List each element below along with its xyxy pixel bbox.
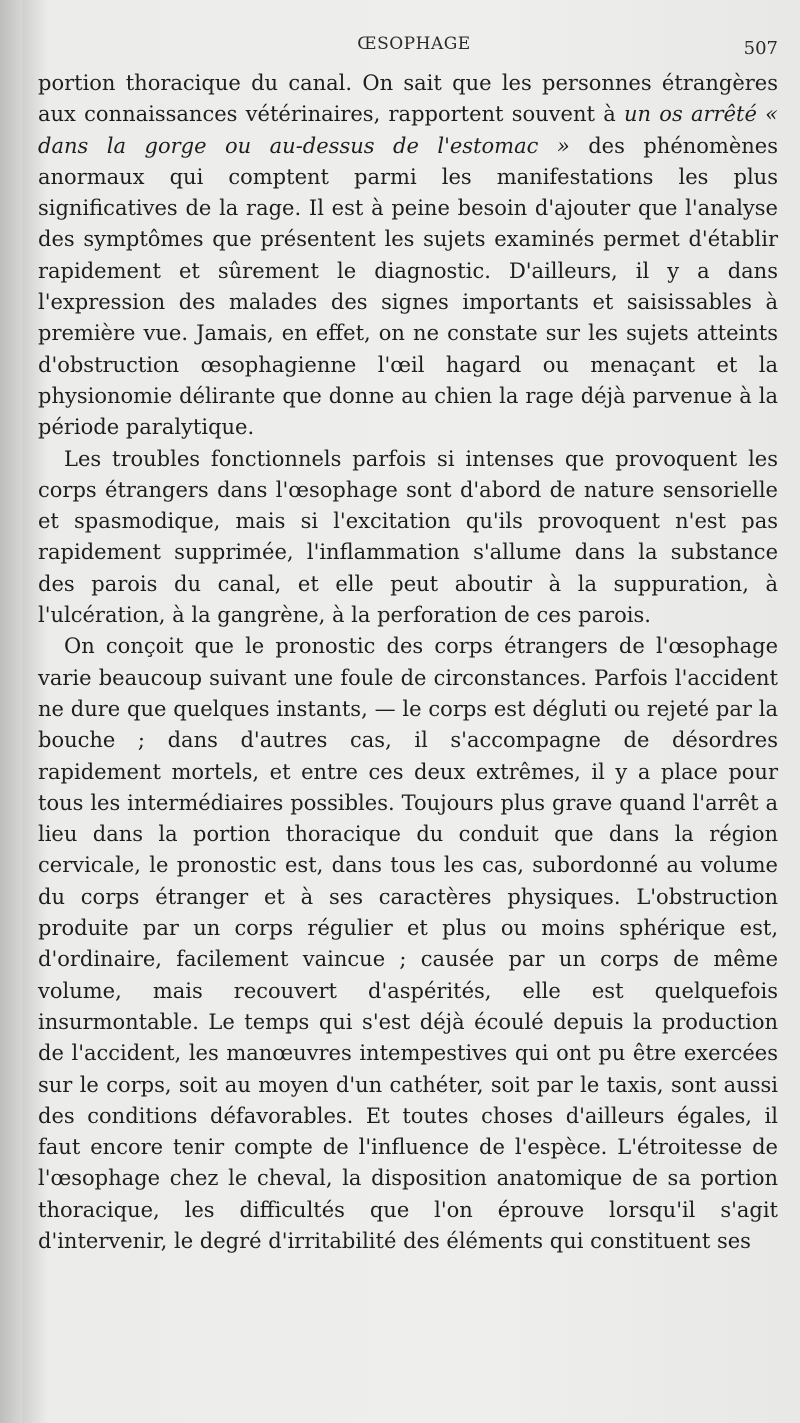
running-header — [50, 34, 778, 58]
page-number: 507 — [743, 38, 778, 59]
paragraph-1-text-end: des phénomènes anormaux qui comptent parmi les manifestations les plus significatives de la rage. Il est à peine besoin d'ajouter que l'analyse des symptômes que présentent les sujets examinés permet d'établir rapidement et sûrement le diagnostic. D'ailleurs, il y a dans l'expression des malades des signes importants et saisissables à première vue. Jamais, en effet, on ne constate sur les sujets atteints d'obstruction œsophagienne l'œil hagard ou menaçant et la physionomie délirante que donne au chien la rage déjà parvenue à la période paralytique. — [38, 133, 778, 440]
paragraph-3: On conçoit que le pronostic des corps étrangers de l'œsophage varie beaucoup suivant une foule de circonstances. Parfois l'accident ne dure que quelques instants, — le corps est dégluti ou rejeté par la bouche ; dans d'autres cas, il s'accompagne de désordres rapidement mortels, et entre ces deux extrêmes, il y a place pour tous les intermédiaires possibles. Toujours plus grave quand l'arrêt a lieu dans la portion thoracique du conduit que dans la région cervicale, le pronostic est, dans tous les cas, subordonné au volume du corps étranger et à ses caractères physiques. L'obstruction produite par un corps régulier et plus ou moins sphérique est, d'ordinaire, facilement vaincue ; causée par un corps de même volume, mais recouvert d'aspérités, elle est quelquefois insurmontable. Le temps qui s'est déjà écoulé depuis la production de l'accident, les manœuvres intempestives qui ont pu être exercées sur le corps, soit au moyen d'un cathéter, soit par le taxis, sont aussi des conditions défavorables. Et toutes choses d'ailleurs égales, il faut encore tenir compte de l'influence de l'espèce. L'étroitesse de l'œsophage chez le cheval, la disposition anatomique de sa portion thoracique, les difficultés que l'on éprouve lorsqu'il s'agit d'intervenir, le degré d'irritabilité des éléments qui constituent ses — [38, 634, 778, 1253]
running-title: ŒSOPHAGE — [357, 34, 471, 54]
paragraph-1-text: portion thoracique du canal. On sait que les personnes étrangères aux connaissances vétérinaires, rapportent souvent à — [38, 71, 778, 127]
book-page — [22, 0, 800, 1423]
paragraph-2: Les troubles fonctionnels parfois si intenses que provoquent les corps étrangers dans l'œsophage sont d'abord de nature sensorielle et spasmodique, mais si l'excitation qu'ils provoquent n'est pas rapidement supprimée, l'inflammation s'allume dans la substance des parois du canal, et elle peut aboutir à la suppuration, à l'ulcération, à la gangrène, à la perforation de ces parois. — [38, 446, 778, 628]
paragraph-1 — [38, 68, 778, 444]
body-text — [38, 68, 778, 1257]
book-gutter — [0, 0, 22, 1423]
paragraph-1-italic-quote: un os arrêté « dans la gorge ou au-dessus de l'estomac » — [38, 102, 778, 158]
